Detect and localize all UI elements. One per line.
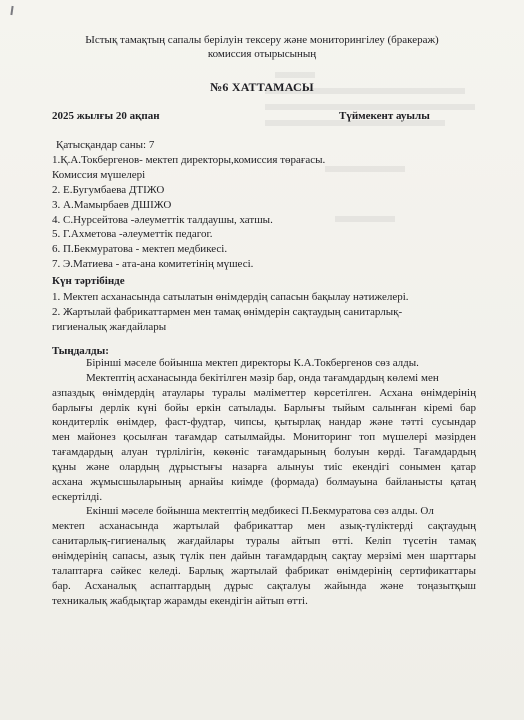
- agenda-section: [52, 290, 472, 334]
- body-line: бар. Асханалық аспаптардың дұрыс сақталуы жайында және тоңазытқыш: [52, 579, 476, 592]
- body-line: азпаздық өнімдердің атаулары туралы мәліметтер көрсетілген. Асхана өнімдерінің: [52, 386, 476, 399]
- agenda-item: 1. Мектеп асханасында сатылатын өнімдердің сапасын бақылау нәтижелері.: [52, 291, 409, 303]
- participant-line: 6. П.Бекмуратова - мектеп медбикесі.: [52, 243, 228, 256]
- document-title: №6 ХАТТАМАСЫ: [210, 80, 314, 94]
- body-line: Екінші мәселе бойынша мектептің медбикесі П.Бекмуратова сөз алды. Ол: [86, 505, 434, 518]
- participant-line: 1.Қ.А.Токбергенов- мектеп директоры,комиссия төрағасы.: [52, 153, 326, 166]
- body-line: талаптарға сәйкес келеді. Барлық жартылай фабрикат өнімдерінің сертификаттары: [52, 564, 476, 577]
- body-line: мектеп асханасында жартылай фабрикаттар мен азық-түліктерді сақтаудың: [52, 520, 476, 533]
- document-place: Түймекент ауылы: [339, 110, 430, 122]
- header-line-2: комиссия отырысының: [207, 48, 317, 60]
- body-line: тағамдардың алуан түрлілігін, көкөніс тағамдарының болуын көрді. Тағамдардың: [52, 446, 476, 459]
- pen-mark: [10, 6, 13, 15]
- body-line: өнімдерінің сапасы, азық түлік пен дайын тағамдардың сақтау мерзімі мен шарттары: [52, 549, 476, 562]
- participants-section: [52, 138, 472, 272]
- commission-members-label: Комиссия мүшелері: [52, 168, 146, 181]
- agenda-item: 2. Жартылай фабрикаттармен мен тамақ өнімдерін сақтаудың санитарлық-: [52, 305, 403, 318]
- agenda-heading: Күн тәртібінде: [52, 275, 125, 287]
- participant-line: 2. Е.Бугумбаева ДТІЖО: [52, 183, 165, 196]
- participants-count: Қатысқандар саны: 7: [56, 139, 155, 151]
- header-line-1: Ыстық тамақтың сапалы берілуін тексеру және мониторингілеу (бракераж): [85, 34, 439, 46]
- participant-line: 5. Г.Ахметова -әлеуметтік педагог.: [52, 228, 213, 241]
- body-line: ескертілді.: [52, 490, 103, 503]
- participant-line: 3. А.Мамырбаев ДШІЖО: [52, 198, 172, 211]
- participant-line: 7. Э.Матиева - ата-ана комитетінің мүшесі.: [52, 258, 254, 271]
- listened-body: [52, 356, 476, 608]
- body-line: құны және олардың дұрыстығы назарға алынуы тиіс екендігі сонымен қатар: [52, 460, 476, 473]
- document-date: 2025 жылғы 20 ақпан: [52, 110, 160, 122]
- listened-heading: Тыңдалды:: [52, 345, 109, 357]
- body-line: асхана жұмысшыларының арнайы киімде (формада) болмауына байланысты қатаң: [52, 475, 476, 488]
- body-line: санитарлық-гигиеналық жағдайлары туралы айтып өтті. Келіп түсетін тамақ: [52, 535, 476, 548]
- body-line: барлығы дерлік күні бойы еркін сатылады. Барлығы тыйым салынған кіремі бар: [52, 401, 476, 414]
- participant-line: 4. С.Нурсейтова -әлеуметтік талдаушы, хатшы.: [52, 213, 273, 226]
- body-line: Бірінші мәселе бойынша мектеп директоры К.А.Токбергенов сөз алды.: [86, 357, 419, 369]
- body-line: мен майонез қосылған тағамдар сатылмайды. Мониторинг топ мүшелері мәзірден: [52, 431, 476, 444]
- body-line: кондитерлік өнімдер, фаст-фудтар, чипсы, қытырлақ нандар және тәтті сусындар: [52, 416, 476, 429]
- document-header: [40, 33, 484, 61]
- body-line: Мектептің асханасында бекітілген мәзір бар, онда тағамдардың көлемі мен: [86, 371, 439, 384]
- agenda-item-continued: гигиеналық жағдайлары: [52, 320, 167, 333]
- body-line: техникалық жабдықтар жарамды екендігін айтып өтті.: [52, 594, 308, 607]
